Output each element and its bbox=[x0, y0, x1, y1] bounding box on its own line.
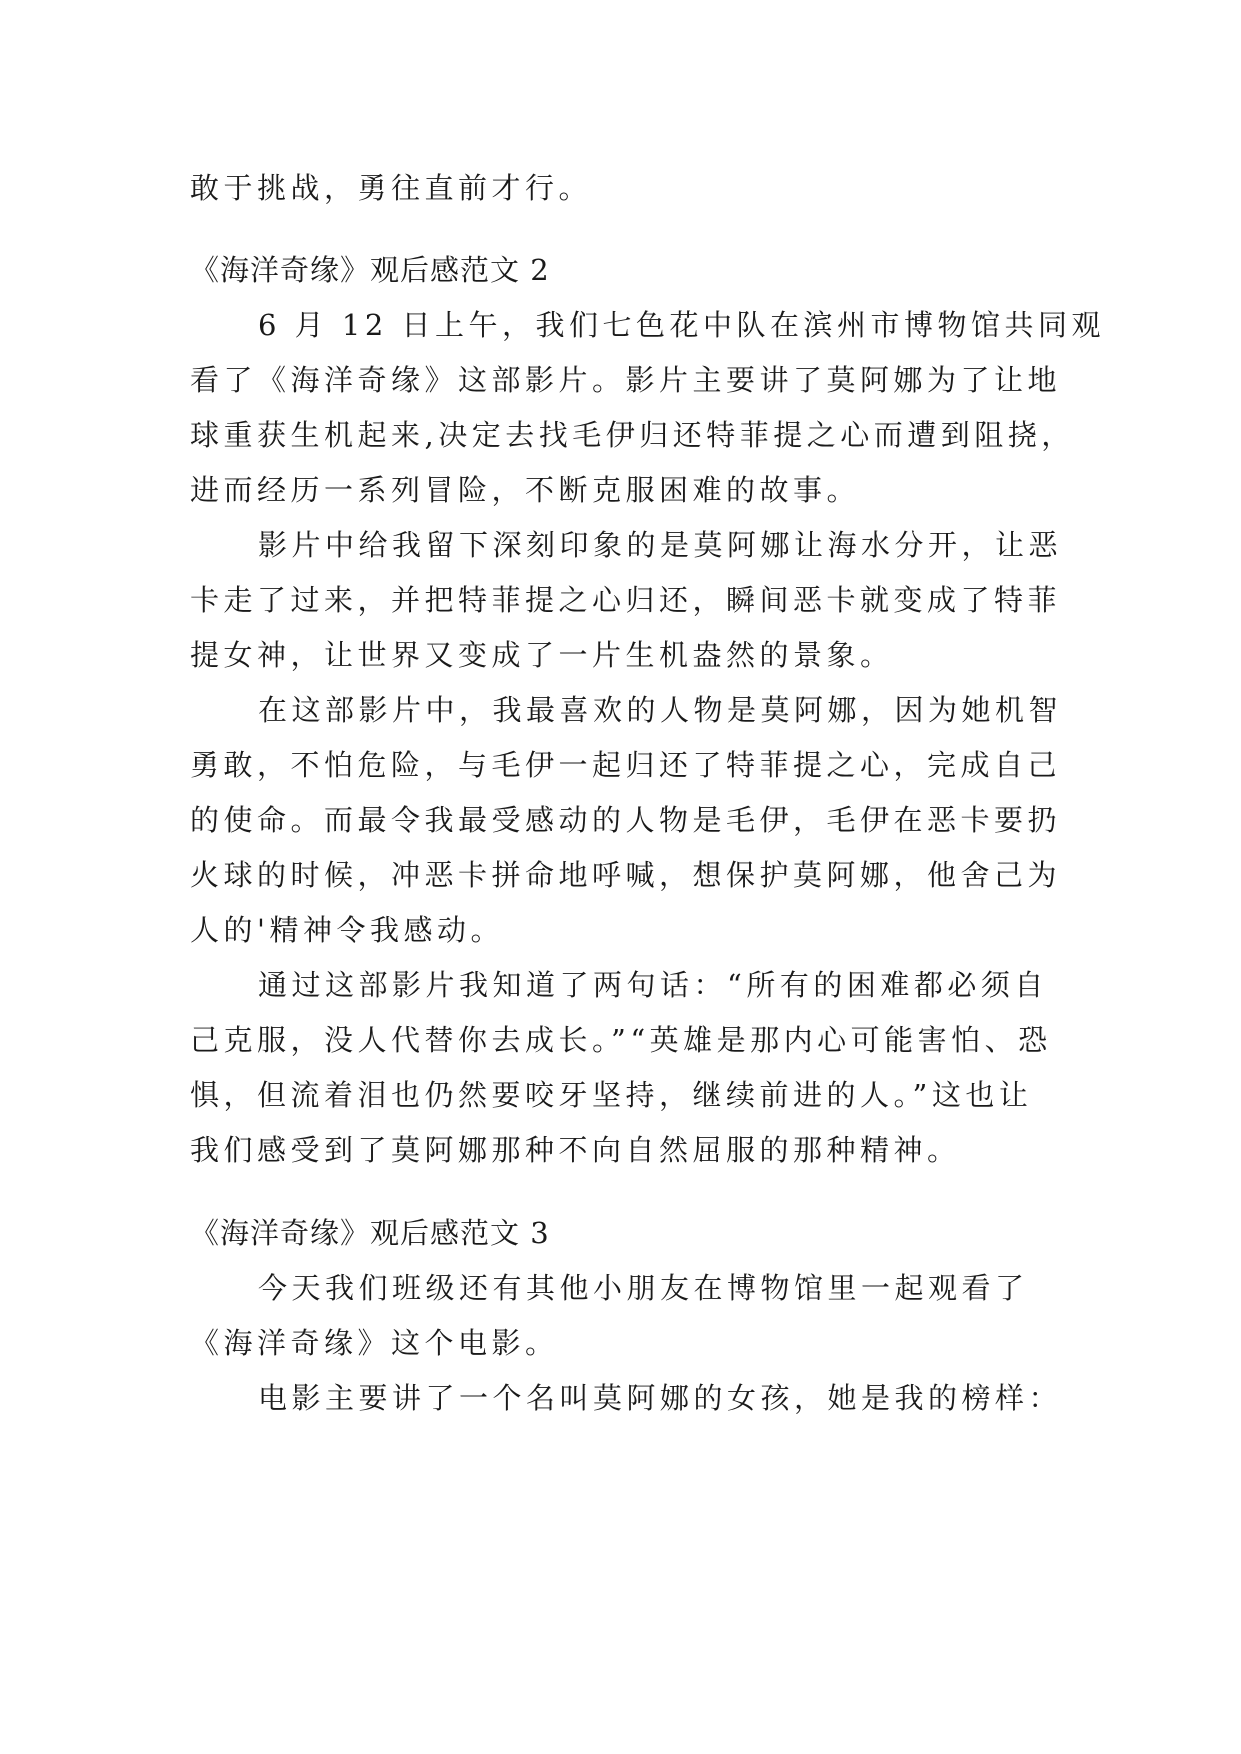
section-heading-3: 《海洋奇缘》观后感范文 3 bbox=[190, 1216, 550, 1250]
paragraph-line: 卡走了过来，并把特菲提之心归还，瞬间恶卡就变成了特菲 bbox=[190, 583, 1062, 617]
section-heading-2: 《海洋奇缘》观后感范文 2 bbox=[190, 253, 550, 287]
paragraph-line: 6 月 12 日上午，我们七色花中队在滨州市博物馆共同观 bbox=[258, 308, 1106, 342]
paragraph-line: 的使命。而最令我最受感动的人物是毛伊，毛伊在恶卡要扔 bbox=[190, 803, 1062, 837]
paragraph-line: 球重获生机起来,决定去找毛伊归还特菲提之心而遭到阻挠， bbox=[190, 418, 1075, 452]
paragraph-line: 《海洋奇缘》这个电影。 bbox=[190, 1326, 559, 1360]
paragraph-line: 通过这部影片我知道了两句话：“所有的困难都必须自 bbox=[258, 968, 1048, 1002]
paragraph-line: 电影主要讲了一个名叫莫阿娜的女孩，她是我的榜样： bbox=[258, 1381, 1063, 1415]
paragraph-line: 影片中给我留下深刻印象的是莫阿娜让海水分开，让恶 bbox=[258, 528, 1063, 562]
paragraph-line: 我们感受到了莫阿娜那种不向自然屈服的那种精神。 bbox=[190, 1133, 961, 1167]
paragraph-line: 在这部影片中，我最喜欢的人物是莫阿娜，因为她机智 bbox=[258, 693, 1063, 727]
paragraph-line: 人的'精神令我感动。 bbox=[190, 913, 504, 947]
paragraph-line: 看了《海洋奇缘》这部影片。影片主要讲了莫阿娜为了让地 bbox=[190, 363, 1062, 397]
paragraph-line: 敢于挑战，勇往直前才行。 bbox=[190, 171, 593, 205]
paragraph-line: 己克服，没人代替你去成长。”“英雄是那内心可能害怕、恐 bbox=[190, 1023, 1052, 1057]
paragraph-line: 火球的时候，冲恶卡拼命地呼喊，想保护莫阿娜，他舍己为 bbox=[190, 858, 1062, 892]
paragraph-line: 勇敢，不怕危险，与毛伊一起归还了特菲提之心，完成自己 bbox=[190, 748, 1062, 782]
paragraph-line: 今天我们班级还有其他小朋友在博物馆里一起观看了 bbox=[258, 1271, 1029, 1305]
paragraph-line: 提女神，让世界又变成了一片生机盎然的景象。 bbox=[190, 638, 894, 672]
paragraph-line: 惧，但流着泪也仍然要咬牙坚持，继续前进的人。”这也让 bbox=[190, 1078, 1033, 1112]
paragraph-line: 进而经历一系列冒险，不断克服困难的故事。 bbox=[190, 473, 861, 507]
